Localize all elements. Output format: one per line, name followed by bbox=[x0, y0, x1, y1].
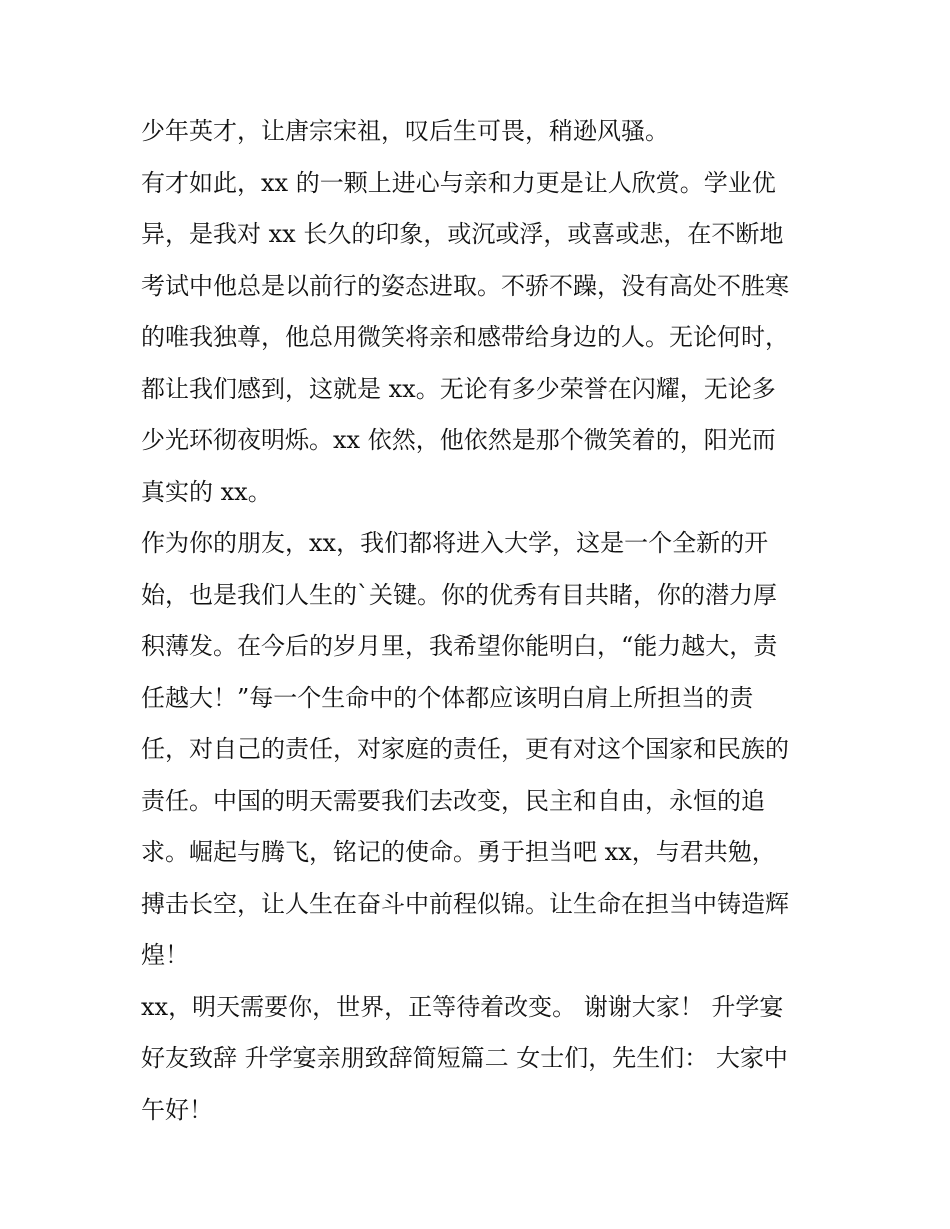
text-line: 的唯我独尊，他总用微笑将亲和感带给身边的人。无论何时， bbox=[141, 323, 789, 351]
text-line: 少光环彻夜明烁。xx 依然，他依然是那个微笑着的，阳光而 bbox=[141, 426, 776, 454]
text-line: 有才如此，xx 的一颗上进心与亲和力更是让人欣赏。学业优 bbox=[141, 168, 776, 197]
text-line: 任越大！”每一个生命中的个体都应该明白肩上所担当的责 bbox=[141, 683, 754, 712]
text-line: 任，对自己的责任，对家庭的责任，更有对这个国家和民族的 bbox=[141, 735, 789, 763]
text-line: 考试中他总是以前行的姿态进取。不骄不躁，没有高处不胜寒 bbox=[141, 271, 789, 300]
text-line: 作为你的朋友，xx，我们都将进入大学，这是一个全新的开 bbox=[141, 529, 769, 557]
text-line: 少年英才，让唐宗宋祖，叹后生可畏，稍逊风骚。 bbox=[141, 117, 669, 145]
text-line: 责任。中国的明天需要我们去改变，民主和自由，永恒的追 bbox=[141, 786, 765, 815]
body-text bbox=[141, 106, 821, 1136]
text-line: 煌！ bbox=[141, 941, 189, 969]
text-line: 始，也是我们人生的`关键。你的优秀有目共睹，你的潜力厚 bbox=[141, 580, 777, 609]
text-line: xx，明天需要你，世界，正等待着改变。 谢谢大家！ 升学宴 bbox=[141, 992, 784, 1021]
text-line: 求。崛起与腾飞，铭记的使命。勇于担当吧 xx，与君共勉， bbox=[141, 838, 776, 866]
text-line: 都让我们感到，这就是 xx。无论有多少荣誉在闪耀，无论多 bbox=[141, 374, 776, 403]
text-line: 搏击长空，让人生在奋斗中前程似锦。让生命在担当中铸造辉 bbox=[141, 889, 789, 918]
text-line: 异，是我对 xx 长久的印象，或沉或浮，或喜或悲，在不断地 bbox=[141, 220, 784, 248]
text-line: 积薄发。在今后的岁月里，我希望你能明白，“能力越大，责 bbox=[141, 632, 778, 660]
text-line: 真实的 xx。 bbox=[141, 477, 272, 506]
text-line: 好友致辞 升学宴亲朋致辞简短篇二 女士们，先生们： 大家中 bbox=[141, 1044, 788, 1072]
text-line: 午好！ bbox=[141, 1095, 213, 1124]
